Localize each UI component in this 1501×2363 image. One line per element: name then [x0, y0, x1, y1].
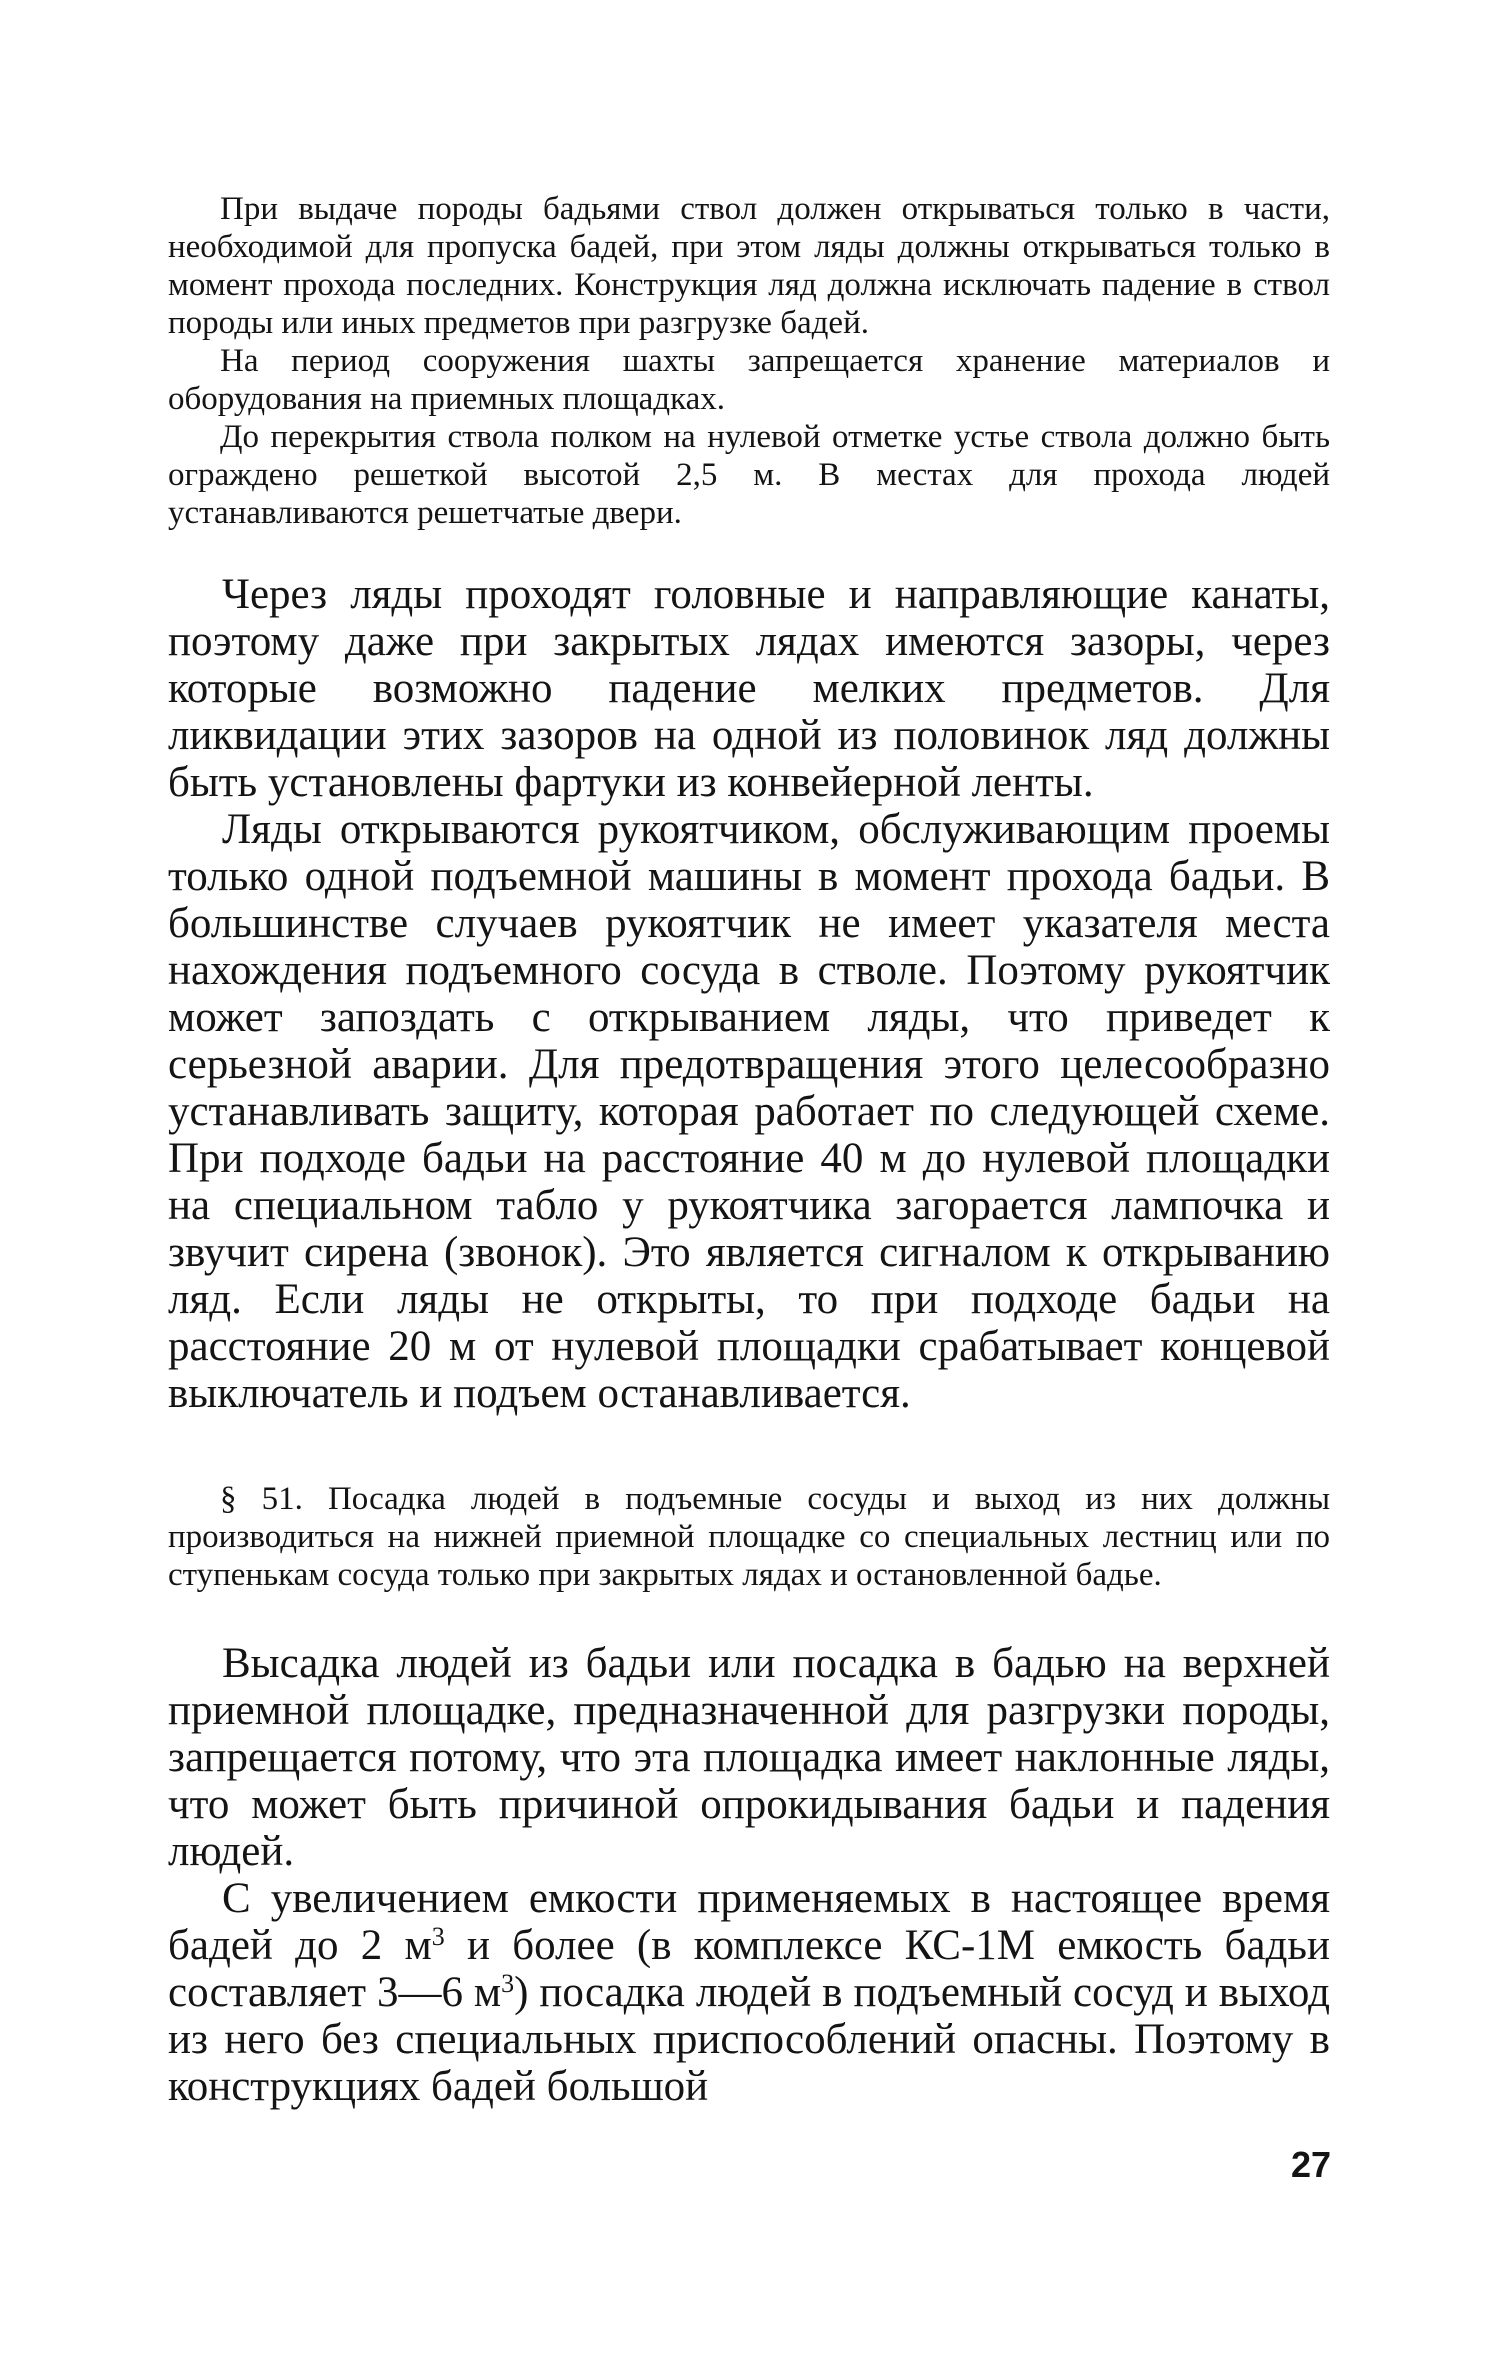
text-run: и более (в комплексе КС-1М емкость бадьи составляет 3—6 м [168, 1922, 1330, 2016]
page-number: 27 [1290, 2144, 1331, 2185]
commentary-paragraph: Ляды открываются рукоятчиком, обслуживающим проемы только одной подъемной машины в момент прохода бадьи. В большинстве случаев рукоятчик не имеет указателя места нахождения подъемного сосуда в стволе. Поэтому рукоятчик может запоздать с открыванием ляды, что приведет к серьезной аварии. Для предотвращения этого целесообразно устанавливать защиту, которая работает по следующей схеме. При подходе бадьи на расстояние 40 м до нулевой площадки на специальном табло у рукоятчика загорается лампочка и звучит сирена (звонок). Это является сигналом к открыванию ляд. Если ляды не открыты, то при подходе бадьи на расстояние 20 м от нулевой площадки срабатывает концевой выключатель и подъем останавливается. [168, 806, 1330, 1417]
commentary-paragraph-with-units [168, 1875, 1330, 2110]
superscript: 3 [501, 1969, 515, 1998]
rule-paragraph: При выдаче породы бадьями ствол должен открываться только в части, необходимой для пропуска бадей, при этом ляды должны открываться только в момент прохода последних. Конструкция ляд должна исключать падение в ствол породы или иных предметов при разгрузке бадей. [168, 191, 1330, 341]
section-51-rule-block [168, 1480, 1330, 1594]
rule-paragraph: На период сооружения шахты запрещается хранение материалов и оборудования на приемных площадках. [168, 343, 1330, 417]
commentary-text-block [168, 571, 1330, 1417]
superscript: 3 [431, 1922, 445, 1951]
section-51-paragraph: § 51. Посадка людей в подъемные сосуды и выход из них должны производиться на нижней приемной площадке со специальных лестниц или по ступенькам сосуда только при закрытых лядах и остановленной бадье. [168, 1481, 1330, 1593]
commentary-paragraph: Через ляды проходят головные и направляющие канаты, поэтому даже при закрытых лядах имеются зазоры, через которые возможно падение мелких предметов. Для ликвидации этих зазоров на одной из половинок ляд должны быть установлены фартуки из конвейерной ленты. [168, 571, 1330, 806]
rule-paragraph: До перекрытия ствола полком на нулевой отметке устье ствола должно быть ограждено решеткой высотой 2,5 м. В местах для прохода людей устанавливаются решетчатые двери. [168, 419, 1330, 531]
rules-text-block [168, 190, 1330, 532]
text-run: С увеличением емкости применяемых в настоящее время бадей до 2 м [168, 1875, 1330, 1969]
text-run: ) посадка людей в подъемный сосуд и выход из него без специальных приспособлений опасны. Поэтому в конструкциях бадей большой [168, 1969, 1330, 2110]
commentary-text-block-2 [168, 1640, 1330, 2110]
commentary-paragraph: Высадка людей из бадьи или посадка в бадью на верхней приемной площадке, предназначенной для разгрузки породы, запрещается потому, что эта площадка имеет наклонные ляды, что может быть причиной опрокидывания бадьи и падения людей. [168, 1640, 1330, 1875]
